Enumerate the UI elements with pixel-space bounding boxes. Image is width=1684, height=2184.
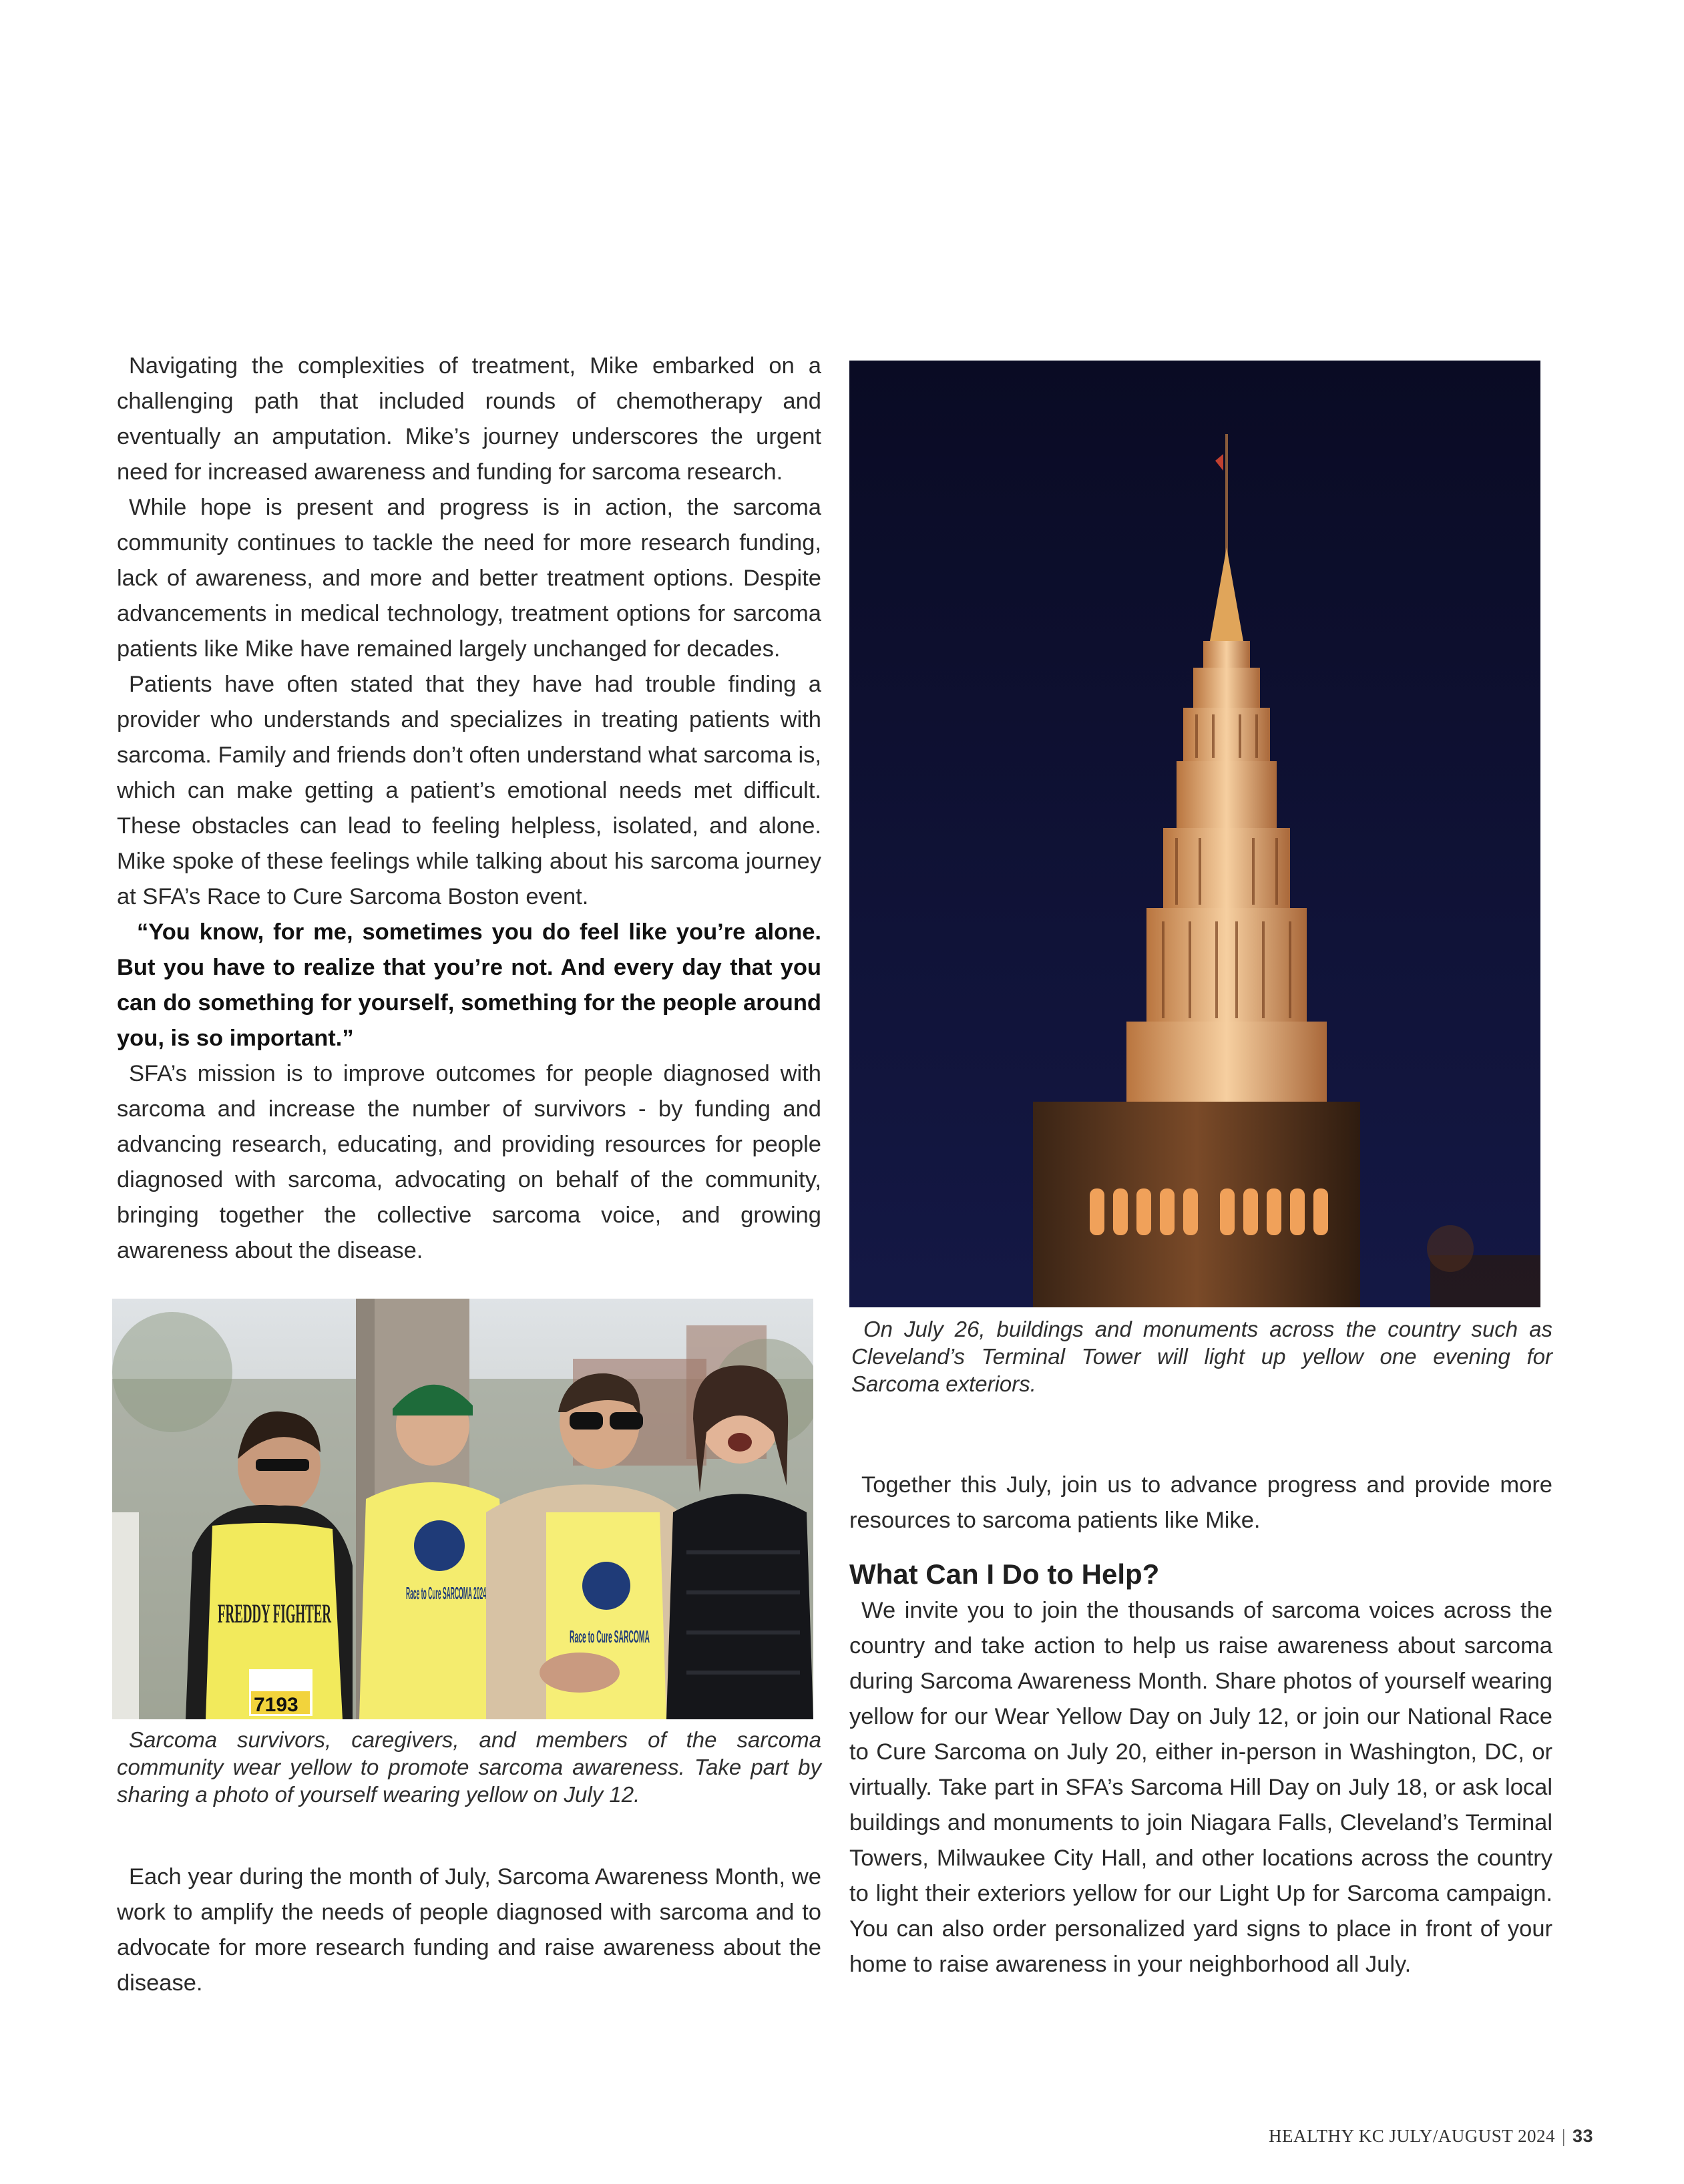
bib-number: 7193 [254,1694,298,1716]
left-photo-caption: Sarcoma survivors, caregivers, and members of the sarcoma community wear yellow to promote sarcoma awareness. Take part by sharing a photo of yourself wearing yellow on July 12. [117,1727,821,1807]
publication-name: HEALTHY KC JULY/AUGUST 2024 [1268,2126,1556,2146]
right-photo-caption: On July 26, buildings and monuments across the country such as Cleveland’s Terminal Tower will light up yellow one evening for Sarcoma exteriors. [851,1317,1552,1396]
page-footer [1269,2126,1593,2147]
page-number: 33 [1572,2126,1593,2146]
shirt-text-center: Race to Cure SARCOMA 2024 [406,1583,487,1603]
photo-sarcoma-supporters [112,1299,813,1719]
help-heading: What Can I Do to Help? [849,1558,1160,1590]
left-photo-caption-block [117,1726,821,1808]
footer-separator: | [1562,2126,1566,2146]
paragraph-help: We invite you to join the thousands of sarcoma voices across the country and take action to help us raise awareness about sarcoma during Sarcoma Awareness Month. Share photos of yourself wearing yellow for our Wear Yellow Day on July 12, or join our National Race to Cure Sarcoma on July 20, either in-person in Washington, DC, or virtually. Take part in SFA’s Sarcoma Hill Day on July 18, or ask local buildings and monuments to join Niagara Falls, Cleveland’s Terminal Towers, Milwaukee City Hall, and other locations across the country to light their exteriors yellow for our Light Up for Sarcoma campaign. You can also order personalized yard signs to place in front of your home to raise awareness in your neighborhood all July. [849,1598,1552,1977]
left-column-top [117,349,821,1269]
pull-quote: “You know, for me, sometimes you do feel like you’re alone. But you have to realize that you’re not. And every day that you can do something for yourself, something for the people around you, is so important.” [117,919,821,1051]
terminal-tower-illustration [849,361,1540,1307]
photo-terminal-tower [849,361,1540,1307]
paragraph-hope: While hope is present and progress is in action, the sarcoma community continues to tackle the need for more research funding, lack of awareness, and more and better treatment options. Despite advancements in medical technology, treatment options for sarcoma patients like Mike have remained largely unchanged for decades. [117,495,821,662]
right-photo-caption-block [851,1315,1552,1397]
right-column-bottom [849,1468,1552,1982]
paragraph-together: Together this July, join us to advance progress and provide more resources to sarcoma patients like Mike. [849,1472,1552,1533]
paragraph-treatment: Navigating the complexities of treatment, Mike embarked on a challenging path that included rounds of chemotherapy and eventually an amputation. Mike’s journey underscores the urgent need for increased awareness and funding for sarcoma research. [117,353,821,485]
paragraph-mission: SFA’s mission is to improve outcomes for people diagnosed with sarcoma and increase the number of survivors - by funding and advancing research, educating, and providing resources for people diagnosed with sarcoma, advocating on behalf of the community, bringing together the collective sarcoma voice, and growing awareness about the disease. [117,1061,821,1263]
shirt-text-left: FREDDY FIGHTER [218,1598,332,1628]
paragraph-patients: Patients have often stated that they have had trouble finding a provider who understands and specializes in treating patients with sarcoma. Family and friends don’t often understand what sarcoma is, which can make getting a patient’s emotional needs met difficult. These obstacles can lead to feeling helpless, isolated, and alone. Mike spoke of these feelings while talking about his sarcoma journey at SFA’s Race to Cure Sarcoma Boston event. [117,672,821,909]
paragraph-awareness-month: Each year during the month of July, Sarcoma Awareness Month, we work to amplify the needs of people diagnosed with sarcoma and to advocate for more research funding and raise awareness about the disease. [117,1864,821,1996]
left-column-bottom [117,1860,821,2001]
shirt-text-right: Race to Cure SARCOMA [570,1626,650,1647]
supporters-illustration [112,1299,813,1719]
